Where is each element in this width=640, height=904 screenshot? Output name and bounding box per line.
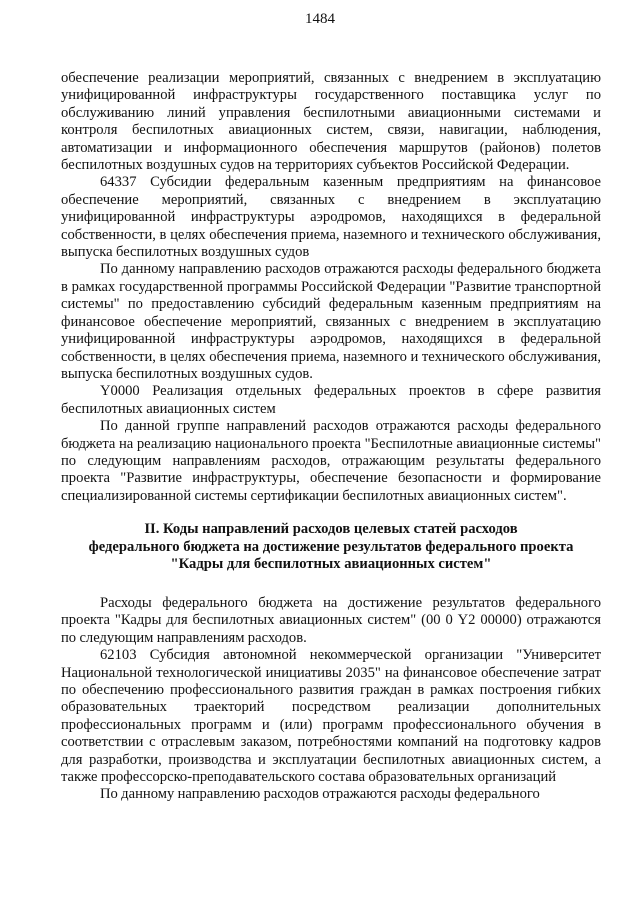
paragraph: По данному направлению расходов отражаются расходы федерального bbox=[100, 786, 540, 803]
paragraph: По данному направлению расходов отражаются расходы федерального бюджета в рамках государственной программы Российской Федерации "Развитие транспортной системы" по предоставлению субсидий федеральным казенным предприятиям на финансовое обеспечение мероприятий, связанных с внедрением в эксплуатацию унифицированной инфраструктуры аэродромов, находящихся в федеральной собственности, в целях обеспечения приема, наземного и технического обслуживания, выпуска беспилотных воздушных судов. bbox=[61, 261, 601, 382]
section-heading-line: II. Коды направлений расходов целевых статей расходов bbox=[144, 521, 518, 538]
paragraph: Y0000 Реализация отдельных федеральных проектов в сфере развития беспилотных авиационных систем bbox=[61, 383, 601, 417]
section-heading bbox=[61, 521, 601, 574]
paragraph: 62103 Субсидия автономной некоммерческой организации "Университет Национальной технологической инициативы 2035" на финансовое обеспечение затрат по обеспечению профессионального развития граждан в рамках построения гибких образовательных траекторий посредством реализации дополнительных профессиональных программ и (или) программ профессионального обучения в соответствии с отраслевым заказом, потребностями компаний на подготовку кадров для разработки, производства и эксплуатации беспилотных авиационных систем, а также профессорско-преподавательского состава образовательных организаций bbox=[61, 647, 601, 785]
paragraph: По данной группе направлений расходов отражаются расходы федерального бюджета на реализацию национального проекта "Беспилотные авиационные системы" по следующим направлениям расходов, отражающим результаты федерального проекта "Развитие инфраструктуры, обеспечение безопасности и формирование специализированной системы сертификации беспилотных авиационных систем". bbox=[61, 418, 601, 504]
spacer bbox=[61, 574, 601, 595]
page-number: 1484 bbox=[305, 11, 335, 27]
paragraph: обеспечение реализации мероприятий, связанных с внедрением в эксплуатацию унифицированной инфраструктуры государственного поставщика услуг по обслуживанию линий управления беспилотными авиационными системами и контроля беспилотных авиационных систем, связи, навигации, наблюдения, автоматизации и информационного обеспечения маршрутов (районов) полетов беспилотных воздушных судов на территориях субъектов Российской Федерации. bbox=[61, 70, 601, 174]
section-heading-line: федерального бюджета на достижение результатов федерального проекта bbox=[88, 538, 574, 555]
paragraph: 64337 Субсидии федеральным казенным предприятиям на финансовое обеспечение мероприятий, связанных с внедрением в эксплуатацию унифицированной инфраструктуры аэродромов, находящихся в федеральной собственности, в целях обеспечения приема, наземного и технического обслуживания, выпуска беспилотных воздушных судов bbox=[61, 174, 601, 261]
document-body bbox=[61, 70, 601, 804]
paragraph: Расходы федерального бюджета на достижение результатов федерального проекта "Кадры для беспилотных авиационных систем" (00 0 Y2 00000) отражаются по следующим направлениям расходов. bbox=[61, 594, 601, 646]
section-heading-line: "Кадры для беспилотных авиационных систем" bbox=[170, 556, 492, 573]
